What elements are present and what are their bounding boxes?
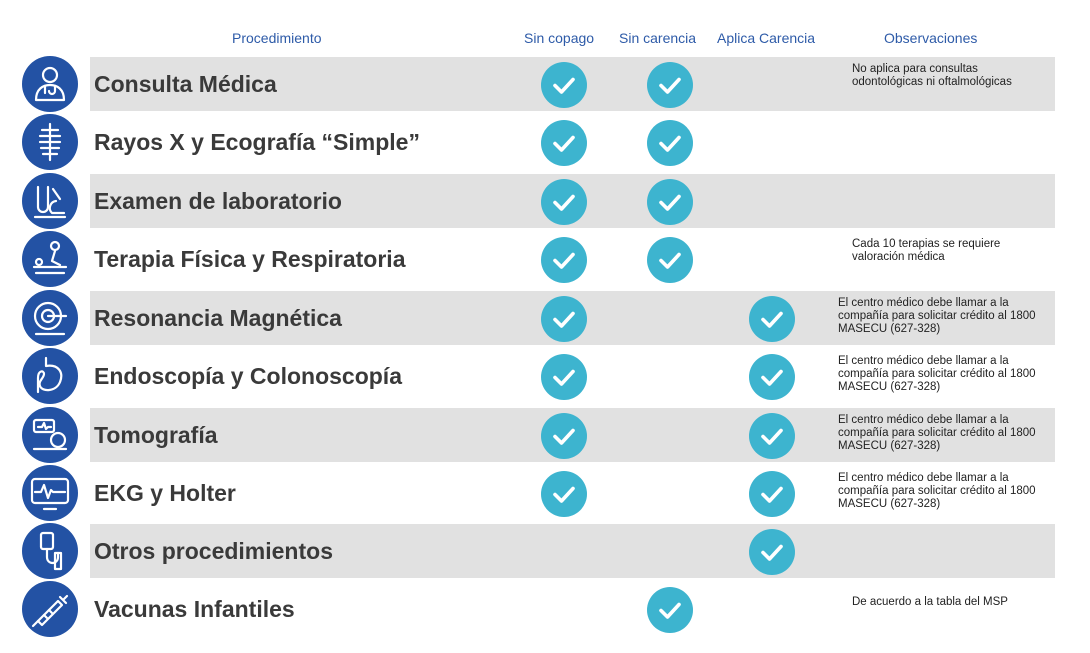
check-icon-sin-carencia bbox=[647, 179, 693, 225]
check-icon-aplica-carencia bbox=[749, 529, 795, 575]
check-icon-aplica-carencia bbox=[749, 471, 795, 517]
header-sin-carencia: Sin carencia bbox=[619, 30, 697, 46]
table-row-endoscopia-y-colonoscopia bbox=[22, 349, 1055, 403]
check-icon-sin-copago bbox=[541, 120, 587, 166]
mri-icon bbox=[22, 290, 78, 346]
check-icon-sin-carencia bbox=[647, 237, 693, 283]
therapy-icon bbox=[22, 231, 78, 287]
procedure-label: Terapia Física y Respiratoria bbox=[94, 246, 406, 272]
check-icon-aplica-carencia bbox=[749, 354, 795, 400]
procedure-label: Otros procedimientos bbox=[94, 538, 333, 564]
check-icon-aplica-carencia bbox=[749, 413, 795, 459]
table-row-ekg-y-holter bbox=[22, 466, 1055, 520]
check-icon-sin-copago bbox=[541, 62, 587, 108]
check-icon-sin-carencia bbox=[647, 587, 693, 633]
xray-icon bbox=[22, 114, 78, 170]
procedure-label: Resonancia Magnética bbox=[94, 305, 342, 331]
table-row-terapia-fisica-y-respiratoria bbox=[22, 232, 1055, 286]
procedure-label: Examen de laboratorio bbox=[94, 188, 342, 214]
table-row-rayos-x-y-ecografia-simple bbox=[22, 115, 1055, 169]
observation-text: El centro médico debe llamar a la compañía para solicitar crédito al 1800 MASECU (627-328) bbox=[838, 472, 1036, 510]
header-observaciones: Observaciones bbox=[884, 30, 978, 46]
check-icon-sin-carencia bbox=[647, 62, 693, 108]
observation-text: Cada 10 terapias se requiere valoración médica bbox=[852, 238, 1001, 263]
observation-text: El centro médico debe llamar a la compañía para solicitar crédito al 1800 MASECU (627-328) bbox=[838, 414, 1036, 452]
table-row-examen-de-laboratorio bbox=[22, 174, 1055, 228]
check-icon-sin-copago bbox=[541, 471, 587, 517]
table-row-resonancia-magnetica bbox=[22, 291, 1055, 345]
ct-scanner-icon bbox=[22, 407, 78, 463]
ekg-monitor-icon bbox=[22, 465, 78, 521]
header-aplica-carencia: Aplica Carencia bbox=[717, 30, 816, 46]
header-sin-copago: Sin copago bbox=[524, 30, 595, 46]
observation-text: De acuerdo a la tabla del MSP bbox=[852, 596, 1008, 608]
check-icon-sin-copago bbox=[541, 296, 587, 342]
observation-text: No aplica para consultas odontológicas ni oftalmológicas bbox=[852, 63, 1012, 88]
table-row-consulta-medica bbox=[22, 57, 1055, 111]
table-row-vacunas-infantiles bbox=[22, 582, 1055, 636]
check-icon-sin-copago bbox=[541, 354, 587, 400]
procedure-label: Tomografía bbox=[94, 422, 218, 448]
procedure-label: Consulta Médica bbox=[94, 71, 277, 97]
header-procedimiento: Procedimiento bbox=[232, 30, 322, 46]
check-icon-sin-copago bbox=[541, 413, 587, 459]
procedure-label: Vacunas Infantiles bbox=[94, 596, 295, 622]
stomach-icon bbox=[22, 348, 78, 404]
check-icon-sin-carencia bbox=[647, 120, 693, 166]
observation-text: El centro médico debe llamar a la compañía para solicitar crédito al 1800 MASECU (627-328) bbox=[838, 355, 1036, 393]
syringe-icon bbox=[22, 581, 78, 637]
observation-text: El centro médico debe llamar a la compañía para solicitar crédito al 1800 MASECU (627-328) bbox=[838, 297, 1036, 335]
lab-icon bbox=[22, 173, 78, 229]
table-row-otros-procedimientos bbox=[22, 524, 1055, 578]
check-icon-aplica-carencia bbox=[749, 296, 795, 342]
procedure-label: EKG y Holter bbox=[94, 480, 236, 506]
procedure-label: Endoscopía y Colonoscopía bbox=[94, 363, 402, 389]
check-icon-sin-copago bbox=[541, 237, 587, 283]
iv-drip-icon bbox=[22, 523, 78, 579]
doctor-icon bbox=[22, 56, 78, 112]
procedure-label: Rayos X y Ecografía “Simple” bbox=[94, 129, 420, 155]
check-icon-sin-copago bbox=[541, 179, 587, 225]
table-row-tomografia bbox=[22, 408, 1055, 462]
